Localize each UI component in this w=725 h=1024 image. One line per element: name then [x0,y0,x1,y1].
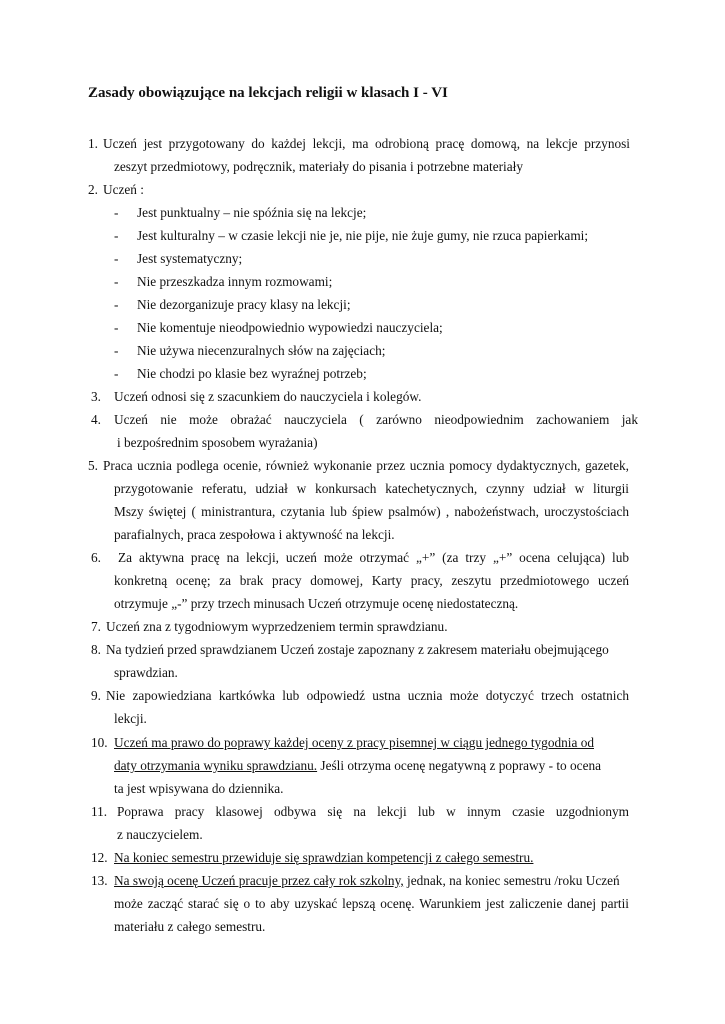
item-13-line-1-underlined: Na swoją ocenę Uczeń pracuje przez cały rok szkolny, [114,873,404,888]
item-13-line-2: może zacząć starać się o to aby uzyskać lepszą ocenę. Warunkiem jest zaliczenie danej partii [114,896,629,911]
bullet-dash: - [114,274,119,289]
bullet-dash: - [114,320,119,335]
item-2-bullet: Nie przeszkadza innym rozmowami; [137,274,333,289]
bullet-dash: - [114,251,119,266]
bullet-dash: - [114,297,119,312]
item-9-line-2: lekcji. [114,711,147,726]
item-12-number: 12. [91,850,108,865]
item-6-line-2: konkretną ocenę; za brak pracy domowej, Karty pracy, zeszytu przedmiotowego uczeń [114,573,629,588]
item-10-line-2 [114,757,601,775]
item-9-number: 9. [91,688,101,703]
item-11-line-1: Poprawa pracy klasowej odbywa się na lekcji lub w innym czasie uzgodnionym [117,804,629,819]
item-8-number: 8. [91,642,101,657]
item-4-number: 4. [91,412,101,427]
item-2-bullet: Jest punktualny – nie spóźnia się na lekcje; [137,205,367,220]
item-2-bullet: Nie dezorganizuje pracy klasy na lekcji; [137,297,351,312]
item-1-line-2: zeszyt przedmiotowy, podręcznik, materiały do pisania i potrzebne materiały [114,159,523,174]
item-2-bullet: Nie komentuje nieodpowiednio wypowiedzi nauczyciela; [137,320,443,335]
item-2-number: 2. [88,182,98,197]
item-5-line-2: przygotowanie referatu, udział w konkursach katechetycznych, czynny udział w liturgii [114,481,629,496]
item-5-line-1: Praca ucznia podlega ocenie, również wykonanie przez ucznia pomocy dydaktycznych, gazetek, [103,458,629,473]
item-8-line-1: Na tydzień przed sprawdzianem Uczeń zostaje zapoznany z zakresem materiału obejmującego [106,642,609,657]
bullet-dash: - [114,343,119,358]
item-10-line-3: ta jest wpisywana do dziennika. [114,781,284,796]
item-1-line-1: Uczeń jest przygotowany do każdej lekcji, ma odrobioną pracę domową, na lekcje przynosi [103,136,630,151]
item-2-bullet: Nie chodzi po klasie bez wyraźnej potrzeb; [137,366,367,381]
item-12-line-1: Na koniec semestru przewiduje się sprawdzian kompetencji z całego semestru. [114,850,534,865]
item-10-line-1: Uczeń ma prawo do poprawy każdej oceny z pracy pisemnej w ciągu jednego tygodnia od [114,735,594,750]
item-11-number: 11. [91,804,108,819]
item-7-number: 7. [91,619,101,634]
item-3-line-1: Uczeń odnosi się z szacunkiem do nauczyciela i kolegów. [114,389,422,404]
item-5-line-4: parafialnych, praca zespołowa i aktywność na lekcji. [114,527,395,542]
item-4-line-2: i bezpośrednim sposobem wyrażania) [117,435,318,450]
bullet-dash: - [114,228,119,243]
item-10-line-2-rest: Jeśli otrzyma ocenę negatywną z poprawy - to ocena [317,758,602,773]
item-2-line-1: Uczeń : [103,182,144,197]
item-3-number: 3. [91,389,101,404]
item-13-line-1-rest: jednak, na koniec semestru /roku Uczeń [403,873,620,888]
item-10-number: 10. [91,735,108,750]
item-13-line-1 [114,872,620,890]
item-4-line-1: Uczeń nie może obrażać nauczyciela ( zarówno nieodpowiednim zachowaniem jak [114,412,638,427]
item-5-number: 5. [88,458,98,473]
item-6-number: 6. [91,550,101,565]
item-8-line-2: sprawdzian. [114,665,178,680]
item-11-line-2: z nauczycielem. [117,827,203,842]
item-2-bullet: Nie używa niecenzuralnych słów na zajęciach; [137,343,386,358]
document-title: Zasady obowiązujące na lekcjach religii w klasach I - VI [88,85,448,101]
item-6-line-1: Za aktywna pracę na lekcji, uczeń może otrzymać „+” (za trzy „+” ocena celująca) lub [118,550,629,565]
item-9-line-1: Nie zapowiedziana kartkówka lub odpowiedź ustna ucznia może dotyczyć trzech ostatnich [106,688,629,703]
item-13-number: 13. [91,873,108,888]
item-1-number: 1. [88,136,98,151]
bullet-dash: - [114,205,119,220]
bullet-dash: - [114,366,119,381]
item-10-line-2-underlined: daty otrzymania wyniku sprawdzianu. [114,758,318,773]
item-2-bullet: Jest systematyczny; [137,251,243,266]
item-7-line-1: Uczeń zna z tygodniowym wyprzedzeniem termin sprawdzianu. [106,619,448,634]
item-6-line-3: otrzymuje „-” przy trzech minusach Uczeń otrzymuje ocenę niedostateczną. [114,596,519,611]
item-5-line-3: Mszy świętej ( ministrantura, czytania lub śpiew psalmów) , nabożeństwach, uroczystościach [114,504,629,519]
item-13-line-3: materiału z całego semestru. [114,919,266,934]
item-2-bullet: Jest kulturalny – w czasie lekcji nie je, nie pije, nie żuje gumy, nie rzuca papierkami; [137,228,589,243]
